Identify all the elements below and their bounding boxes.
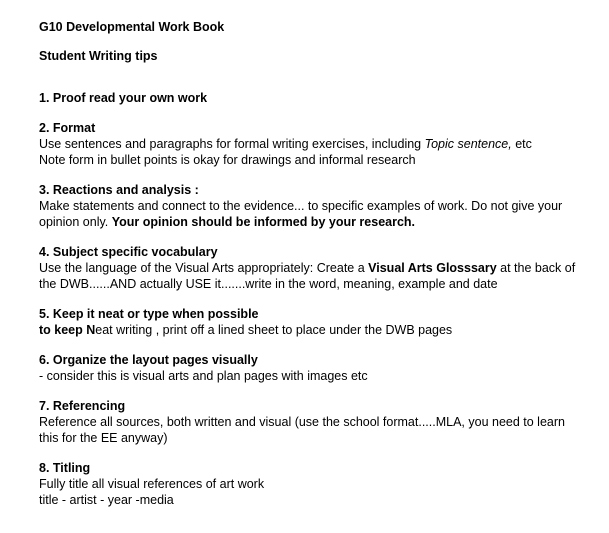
tip-body [39,260,584,292]
tip-neat [39,306,599,338]
tip-body: Reference all sources, both written and visual (use the school format.....MLA, you need to learn this for the EE anyway) [39,415,565,445]
tip-layout [39,352,599,384]
tip-body-line: Note form in bullet points is okay for drawings and informal research [39,153,416,167]
tip-body-line: - consider this is visual arts and plan pages with images etc [39,369,368,383]
tip-text: Use sentences and paragraphs for formal writing exercises, including [39,137,425,151]
tip-text: Make statements and connect to the evidence... to specific examples of work. Do not give your opinion only. [39,199,563,229]
document-page [39,19,599,522]
document-title: G10 Developmental Work Book [39,20,225,34]
tip-titling [39,460,599,508]
document-subtitle: Student Writing tips [39,49,158,63]
tip-heading: 4. Subject specific vocabulary [39,245,218,259]
tip-vocabulary [39,244,599,292]
tip-body-line [39,322,599,338]
tip-text: eat writing , print off a lined sheet to place under the DWB pages [95,323,453,337]
tip-heading: 8. Titling [39,461,91,475]
tip-heading: 5. Keep it neat or type when possible [39,307,259,321]
tip-referencing [39,398,599,446]
tip-text-italic: Topic sentence, [424,137,512,151]
tip-text: Use the language of the Visual Arts appropriately: Create a [39,261,369,275]
tip-text: etc [511,137,532,151]
tip-heading: 2. Format [39,121,96,135]
tip-heading: 7. Referencing [39,399,126,413]
tip-proofread [39,90,599,106]
tip-heading: 3. Reactions and analysis : [39,183,199,197]
tip-format [39,120,599,168]
tip-text: at the back of the DWB......AND actually USE it.......write in the word, meaning, example and date [39,261,576,291]
tip-body [39,198,584,230]
tips-list [39,90,599,508]
tip-body-line: Fully title all visual references of art work [39,477,265,491]
tip-text-bold: Visual Arts Glosssary [368,261,497,275]
tip-heading: 1. Proof read your own work [39,91,208,105]
tip-heading: 6. Organize the layout pages visually [39,353,258,367]
tip-text-bold: to keep N [39,323,96,337]
tip-text-bold: Your opinion should be informed by your research. [111,215,416,229]
tip-reactions [39,182,599,230]
tip-body-line [39,136,599,152]
tip-body-line: title - artist - year -media [39,493,174,507]
